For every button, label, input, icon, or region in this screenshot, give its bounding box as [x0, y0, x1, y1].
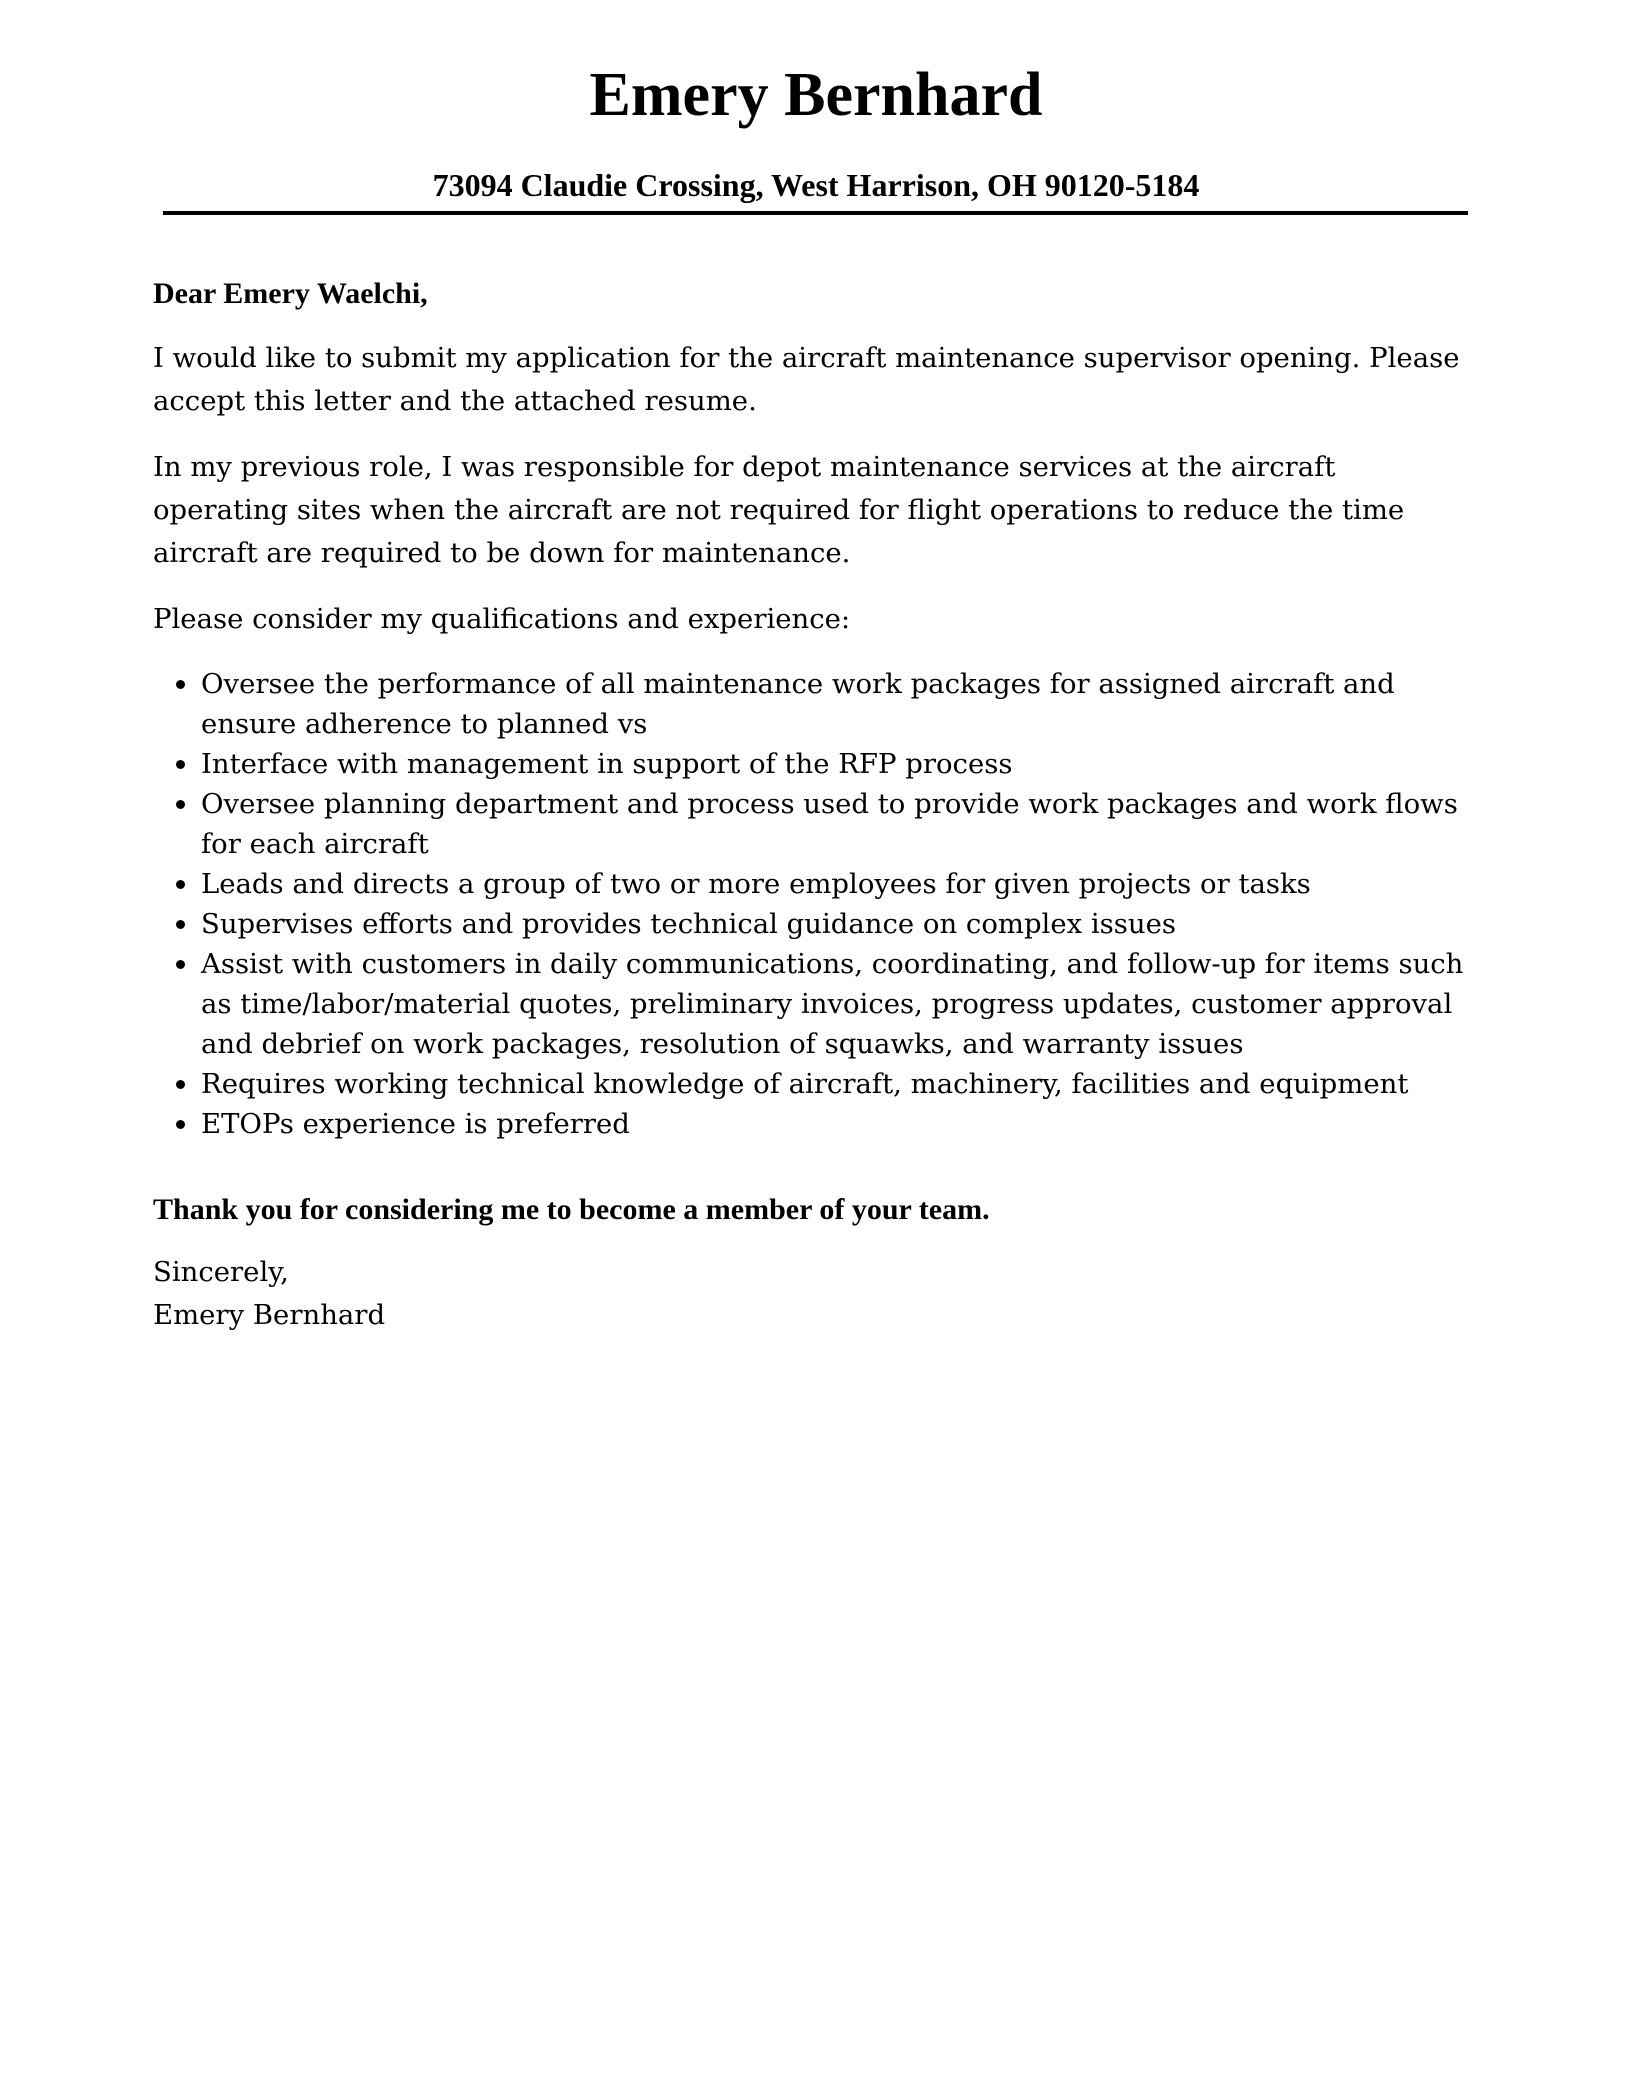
bullet-icon	[176, 680, 185, 689]
bullet-icon	[176, 1080, 185, 1089]
list-item	[153, 1064, 1473, 1104]
list-item-text: Requires working technical knowledge of aircraft, machinery, facilities and equipment	[201, 1068, 1409, 1100]
list-item-text: Interface with management in support of the RFP process	[201, 748, 1013, 780]
qualifications-list	[153, 664, 1473, 1144]
list-item-text: Leads and directs a group of two or more employees for given projects or tasks	[201, 868, 1311, 900]
list-item-text: ETOPs experience is preferred	[201, 1108, 630, 1140]
closing-statement: Thank you for considering me to become a member of your team.	[153, 1193, 990, 1226]
list-item	[153, 1104, 1473, 1144]
letter-body	[153, 272, 1473, 1337]
list-item-text: Oversee planning department and process used to provide work packages and work flows for each aircraft	[201, 788, 1458, 860]
signature-name: Emery Bernhard	[153, 1299, 386, 1331]
bullet-icon	[176, 1120, 185, 1129]
salutation: Dear Emery Waelchi,	[153, 277, 428, 310]
list-item	[153, 864, 1473, 904]
bullet-icon	[176, 920, 185, 929]
bullet-icon	[176, 960, 185, 969]
list-item-text: Oversee the performance of all maintenance work packages for assigned aircraft and ensure adherence to planned vs	[201, 668, 1395, 740]
list-item-text: Assist with customers in daily communications, coordinating, and follow-up for items such as time/labor/material quotes, preliminary invoices, progress updates, customer approval and debrief on work packages, resolution of squawks, and warranty issues	[201, 948, 1464, 1060]
list-item	[153, 744, 1473, 784]
applicant-address: 73094 Claudie Crossing, West Harrison, OH 90120-5184	[432, 167, 1200, 203]
applicant-name: Emery Bernhard	[589, 61, 1043, 129]
list-item	[153, 904, 1473, 944]
paragraph-intro: I would like to submit my application for the aircraft maintenance supervisor opening. Please accept this letter and the attached resume.	[153, 342, 1460, 417]
bullet-icon	[176, 800, 185, 809]
signoff: Sincerely,	[153, 1256, 289, 1288]
list-item	[153, 944, 1473, 1064]
paragraph-previous-role: In my previous role, I was responsible for depot maintenance services at the aircraft operating sites when the aircraft are not required for flight operations to reduce the time aircraft are required to be down for maintenance.	[153, 451, 1405, 569]
list-item	[153, 664, 1473, 744]
list-item	[153, 784, 1473, 864]
bullet-icon	[176, 880, 185, 889]
header-divider	[163, 211, 1468, 215]
bullet-icon	[176, 760, 185, 769]
paragraph-qualifications-lead: Please consider my qualifications and experience:	[153, 603, 851, 635]
list-item-text: Supervises efforts and provides technical guidance on complex issues	[201, 908, 1176, 940]
